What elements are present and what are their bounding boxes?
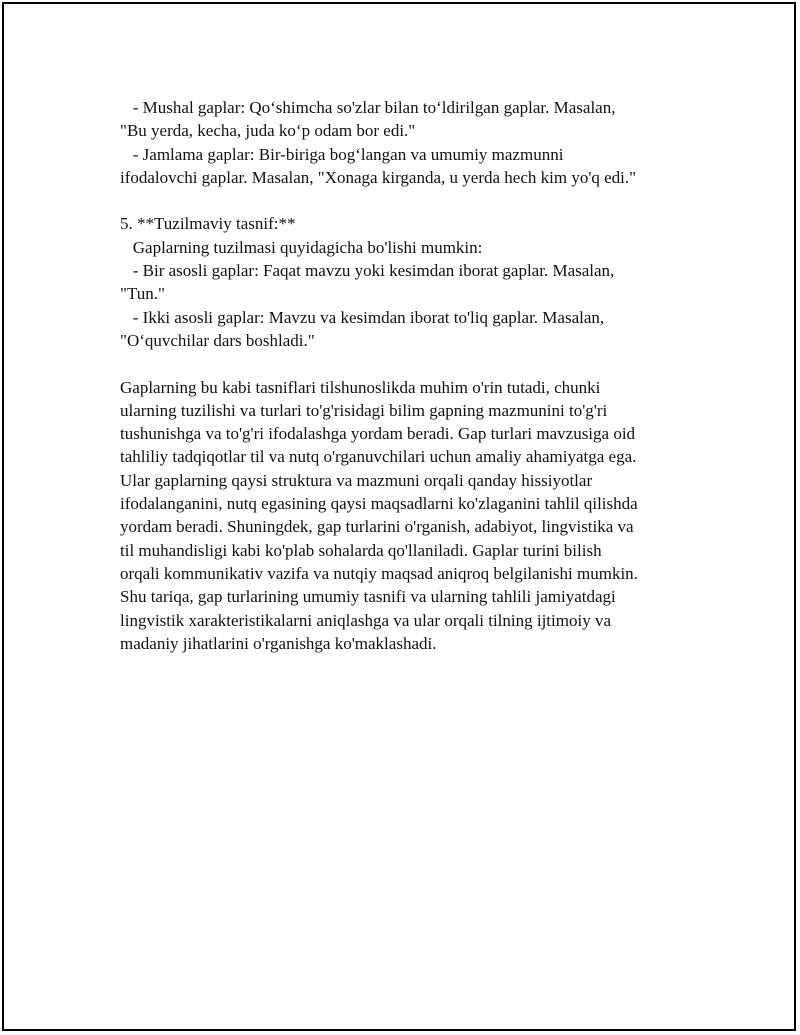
section-4-tail [120, 96, 700, 189]
conclusion-line: orqali kommunikativ vazifa va nutqiy maqsad aniqroq belgilanishi mumkin. [120, 563, 638, 583]
mushal-line-1: - Mushal gaplar: Qo‘shimcha so'zlar bilan to‘ldirilgan gaplar. Masalan, [120, 98, 616, 117]
section-5-heading: 5. **Tuzilmaviy tasnif:** [120, 214, 296, 234]
conclusion-paragraph [120, 376, 700, 656]
ikki-asosli-line-2: "O‘quvchilar dars boshladi." [120, 330, 315, 350]
ikki-asosli-line-1: - Ikki asosli gaplar: Mavzu va kesimdan iborat to'liq gaplar. Masalan, [120, 307, 605, 327]
conclusion-line: ularning tuzilishi va turlari to'g'risidagi bilim gapning mazmunini to'g'ri [120, 400, 608, 420]
conclusion-line: ifodalanganini, nutq egasining qaysi maqsadlarni ko'zlaganini tahlil qilishda [120, 494, 638, 514]
section-5-intro: Gaplarning tuzilmasi quyidagicha bo'lishi mumkin: [120, 237, 483, 257]
document-body [120, 96, 700, 655]
conclusion-line: Shu tariqa, gap turlarining umumiy tasnifi va ularning tahlili jamiyatdagi [120, 587, 616, 607]
jamlama-line-2: ifodalovchi gaplar. Masalan, "Xonaga kirganda, u yerda hech kim yo'q edi." [120, 167, 637, 187]
conclusion-line: tahliliy tadqiqotlar til va nutq o'rganuvchilari uchun amaliy ahamiyatga ega. [120, 447, 637, 467]
conclusion-line: madaniy jihatlarini o'rganishga ko'maklashadi. [120, 633, 437, 653]
section-5 [120, 212, 700, 352]
conclusion-line: lingvistik xarakteristikalarni aniqlashga va ular orqali tilning ijtimoiy va [120, 610, 611, 630]
conclusion-line: Ular gaplarning qaysi struktura va mazmuni orqali qanday hissiyotlar [120, 470, 593, 490]
jamlama-line-1: - Jamlama gaplar: Bir-biriga bog‘langan va umumiy mazmunni [120, 144, 564, 164]
paragraph-spacer [120, 189, 700, 212]
conclusion-line: yordam beradi. Shuningdek, gap turlarini o'rganish, adabiyot, lingvistika va [120, 517, 634, 537]
conclusion-line: tushunishga va to'g'ri ifodalashga yordam beradi. Gap turlari mavzusiga oid [120, 424, 636, 444]
conclusion-line: til muhandisligi kabi ko'plab sohalarda qo'llaniladi. Gaplar turini bilish [120, 540, 602, 560]
bir-asosli-line-1: - Bir asosli gaplar: Faqat mavzu yoki kesimdan iborat gaplar. Masalan, [120, 261, 615, 281]
mushal-line-2: "Bu yerda, kecha, juda ko‘p odam bor edi." [120, 121, 416, 141]
paragraph-spacer [120, 352, 700, 375]
conclusion-line: Gaplarning bu kabi tasniflari tilshunoslikda muhim o'rin tutadi, chunki [120, 377, 601, 397]
bir-asosli-line-2: "Tun." [120, 284, 165, 304]
document-page [2, 2, 796, 1031]
